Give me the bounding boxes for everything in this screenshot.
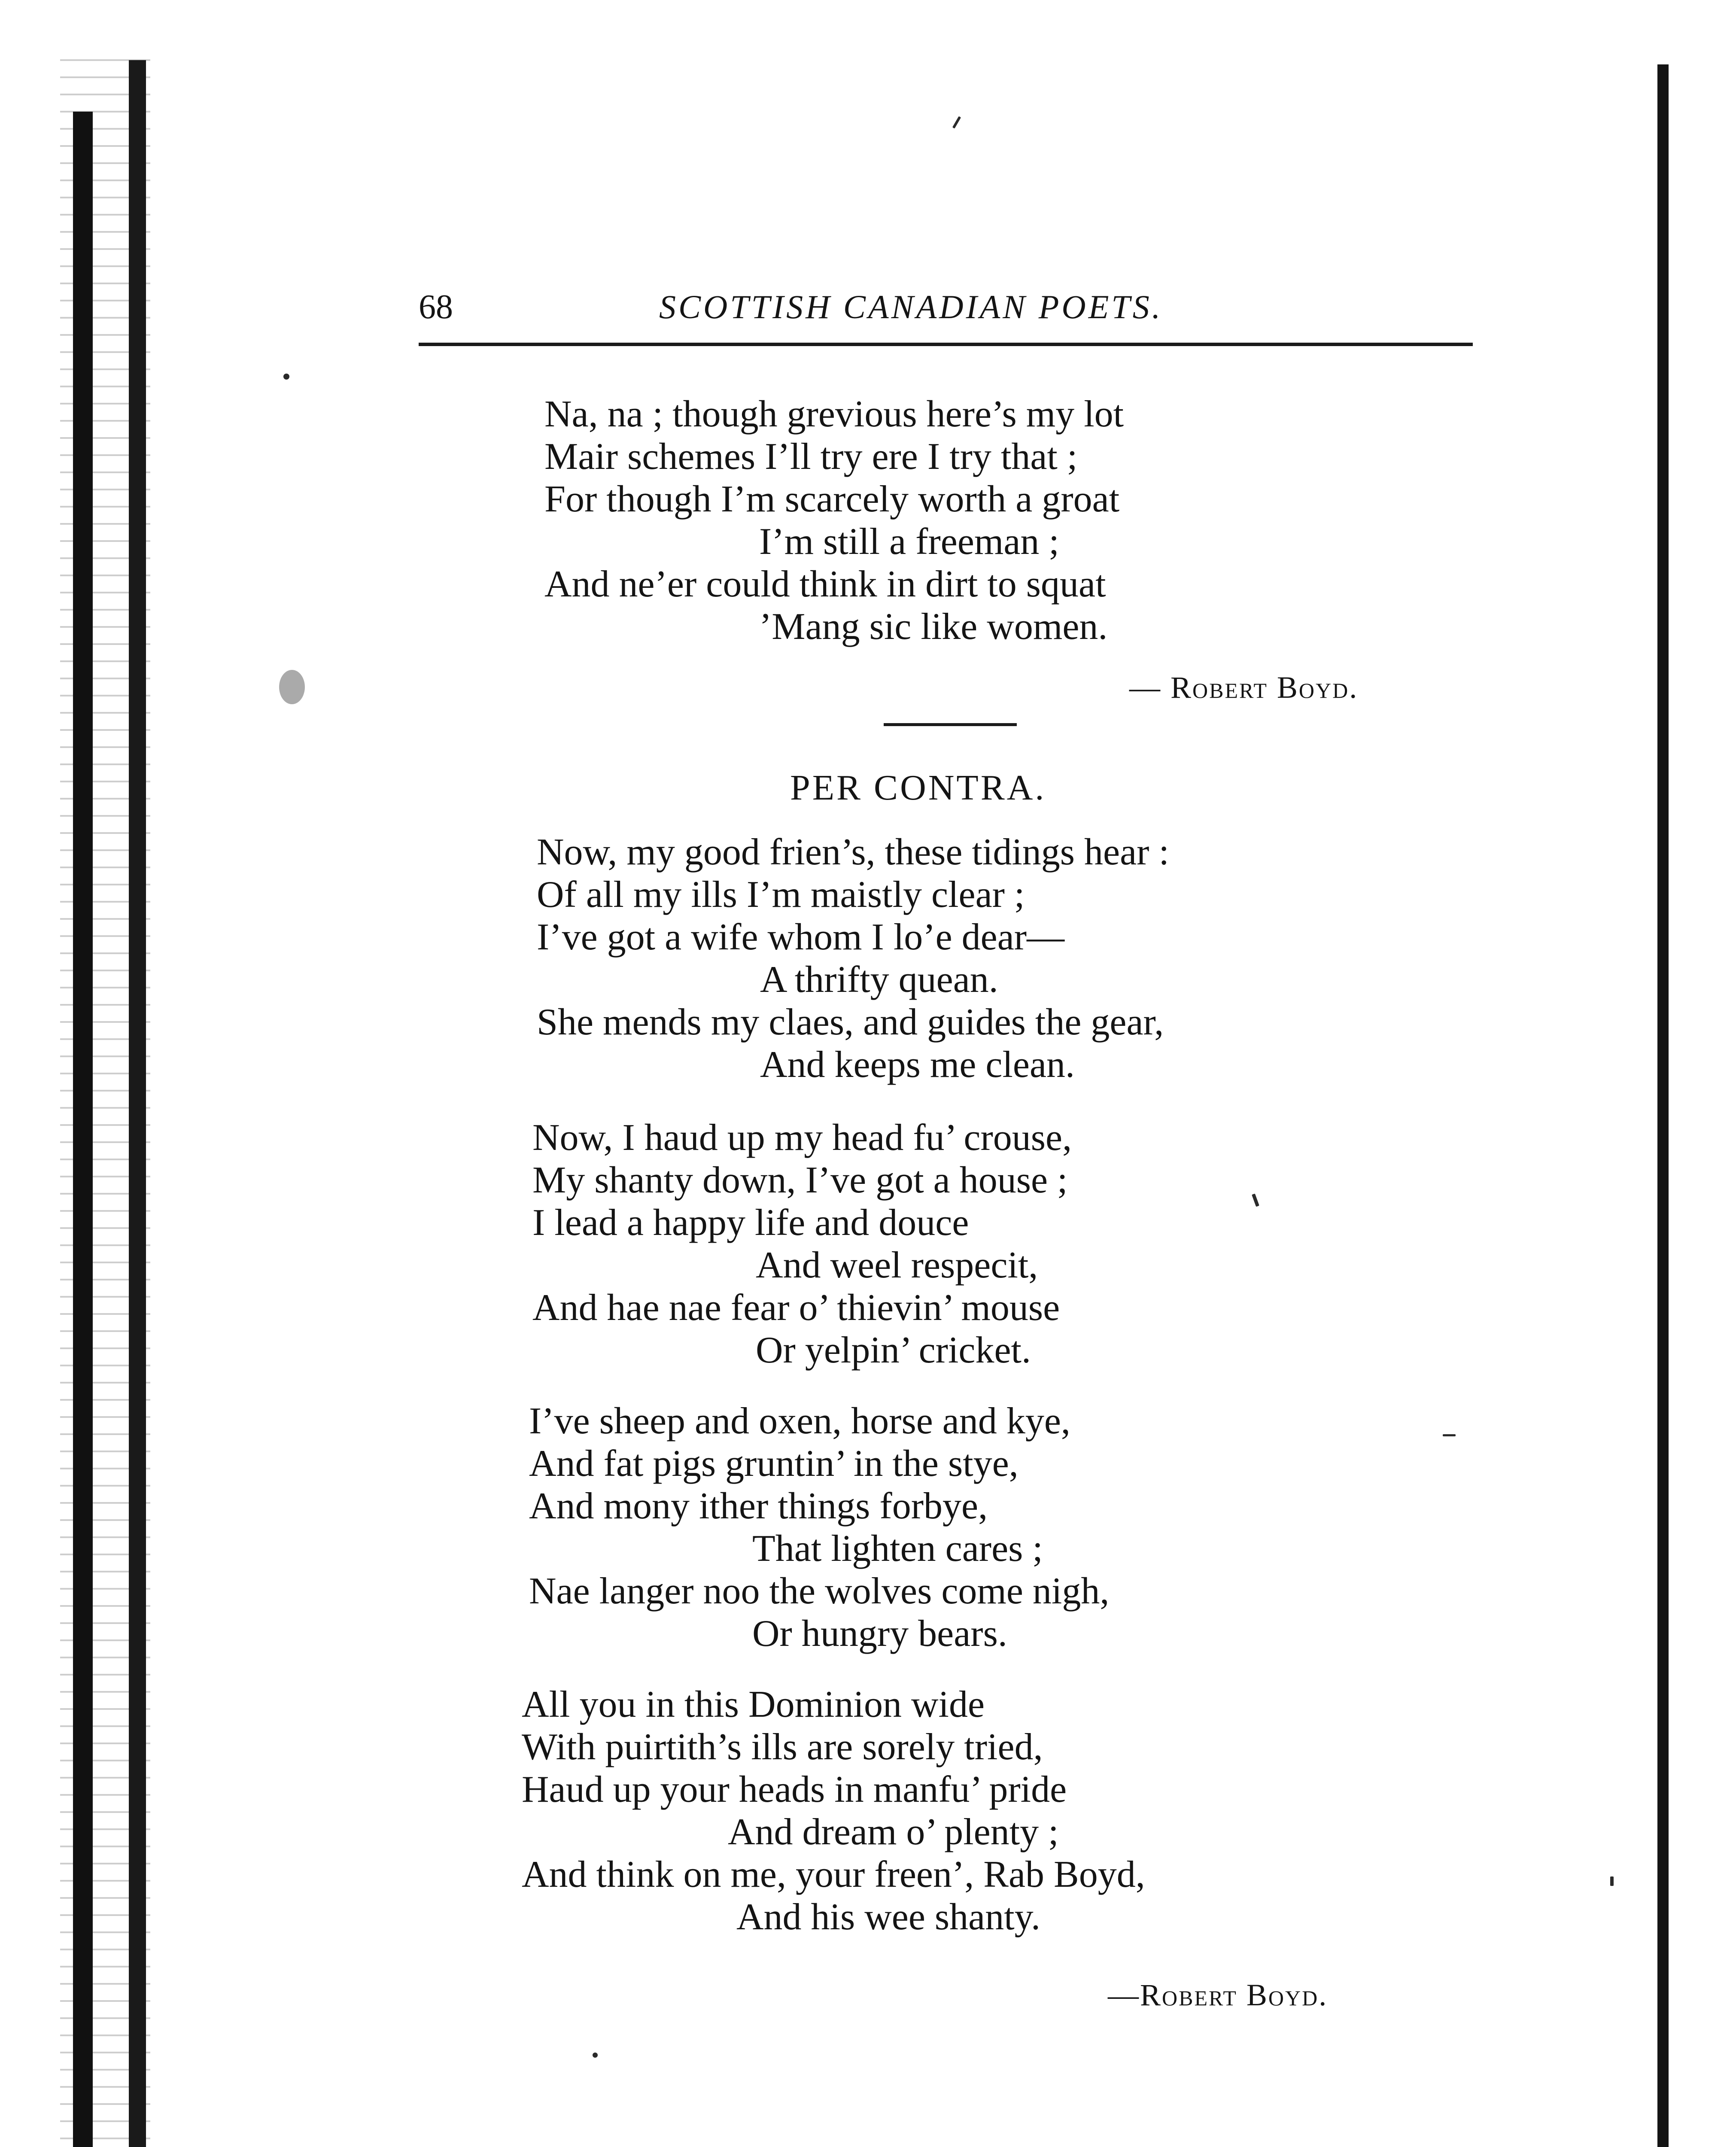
poem-line: I lead a happy life and douce xyxy=(532,1202,969,1244)
poem-line: ’Mang sic like women. xyxy=(759,606,1108,648)
previous-poem-stanza xyxy=(544,393,1403,648)
poem-stanza-4 xyxy=(522,1683,1380,1938)
poem-line: Now, my good frien’s, these tidings hear : xyxy=(537,831,1169,873)
poem-line: With puirtith’s ills are sorely tried, xyxy=(522,1726,1043,1768)
poem-line: A thrifty quean. xyxy=(760,959,998,1001)
page-number: 68 xyxy=(419,288,453,326)
poem-line: And think on me, your freen’, Rab Boyd, xyxy=(522,1854,1145,1895)
scan-left-edge xyxy=(73,112,93,2147)
poem-line: Nae langer noo the wolves come nigh, xyxy=(529,1570,1110,1612)
scan-left-edge-inner xyxy=(129,60,146,2147)
poem-attribution: —Robert Boyd. xyxy=(1108,1978,1328,2012)
scan-speck xyxy=(1443,1434,1456,1436)
poem-line: And hae nae fear o’ thievin’ mouse xyxy=(532,1287,1060,1329)
previous-poem-attribution: — Robert Boyd. xyxy=(1129,670,1359,705)
poem-line: And dream o’ plenty ; xyxy=(728,1811,1059,1853)
scan-speck xyxy=(1610,1876,1614,1886)
poem-line: And mony ither things forbye, xyxy=(529,1485,988,1527)
poem-line: Mair schemes I’ll try ere I try that ; xyxy=(544,436,1078,477)
header-rule xyxy=(419,343,1473,346)
poem-line: That lighten cares ; xyxy=(752,1528,1043,1569)
scan-speck xyxy=(283,374,289,380)
poem-stanza-3 xyxy=(529,1400,1388,1655)
poem-line: All you in this Dominion wide xyxy=(522,1684,985,1725)
poem-line: Now, I haud up my head fu’ crouse, xyxy=(532,1117,1072,1159)
poem-line: I’m still a freeman ; xyxy=(759,521,1059,563)
poem-line: Na, na ; though grevious here’s my lot xyxy=(544,393,1124,435)
poem-line: Or yelpin’ cricket. xyxy=(756,1329,1031,1371)
section-divider xyxy=(884,723,1017,726)
poem-title: PER CONTRA. xyxy=(790,768,1046,808)
poem-line: And keeps me clean. xyxy=(760,1044,1075,1086)
scan-speck xyxy=(952,116,961,129)
scan-speck xyxy=(593,2053,598,2058)
poem-line: And fat pigs gruntin’ in the stye, xyxy=(529,1443,1018,1484)
poem-line: Haud up your heads in manfu’ pride xyxy=(522,1769,1067,1810)
running-title: SCOTTISH CANADIAN POETS. xyxy=(659,288,1163,325)
poem-line: I’ve sheep and oxen, horse and kye, xyxy=(529,1400,1070,1442)
poem-line: And his wee shanty. xyxy=(736,1896,1040,1938)
poem-line: Of all my ills I’m maistly clear ; xyxy=(537,874,1025,915)
scan-right-edge xyxy=(1657,64,1669,2147)
poem-line: Or hungry bears. xyxy=(752,1613,1007,1654)
poem-line: I’ve got a wife whom I lo’e dear— xyxy=(537,916,1065,958)
poem-stanza-1 xyxy=(537,831,1395,1086)
poem-line: My shanty down, I’ve got a house ; xyxy=(532,1159,1068,1201)
poem-line: She mends my claes, and guides the gear, xyxy=(537,1001,1164,1043)
poem-line: For though I’m scarcely worth a groat xyxy=(544,478,1120,520)
scan-speck xyxy=(279,670,305,704)
poem-line: And weel respecit, xyxy=(756,1244,1038,1286)
poem-line: And ne’er could think in dirt to squat xyxy=(544,563,1106,605)
running-header xyxy=(419,283,1473,344)
poem-stanza-2 xyxy=(532,1116,1391,1372)
